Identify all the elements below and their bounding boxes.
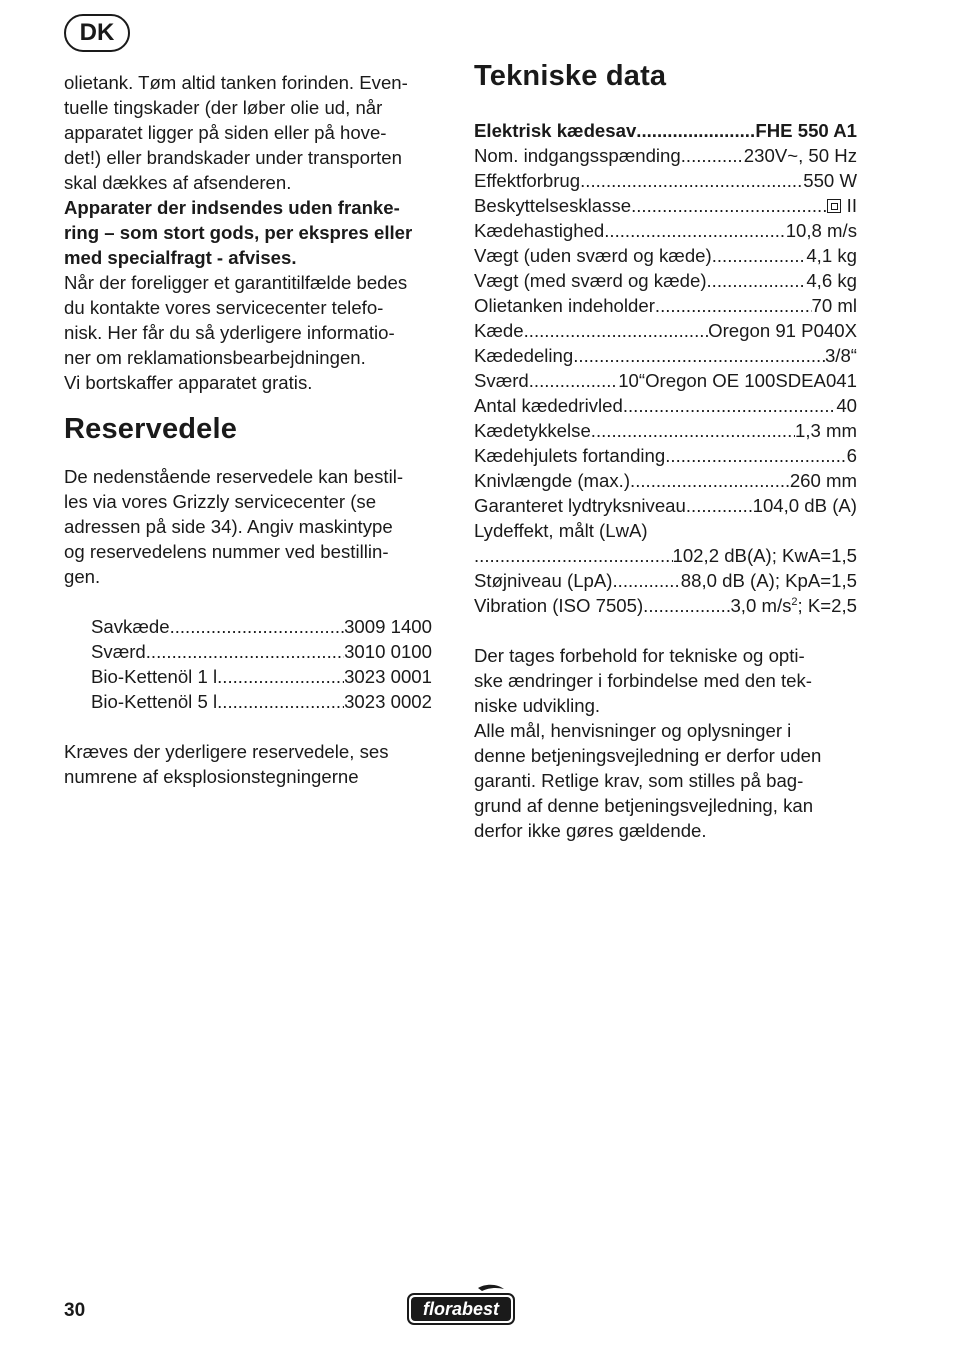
spec-label: Vægt (med sværd og kæde) — [474, 270, 707, 291]
spec-label: Sværd — [474, 370, 529, 391]
spec-label: Antal kædedrivled — [474, 395, 623, 416]
list-item — [91, 614, 432, 639]
spec-list — [474, 118, 857, 618]
text-line: Apparater der indsendes uden franke- — [64, 197, 400, 218]
spec-row-speed — [474, 218, 857, 243]
page-number: 30 — [64, 1300, 86, 1321]
spec-label: Olietanken indeholder — [474, 295, 655, 316]
text-line: niske udvikling. — [474, 695, 601, 716]
text-line: adressen på side 34). Angiv maskintype — [64, 516, 393, 537]
spec-row-weight-without — [474, 243, 857, 268]
list-item — [91, 639, 432, 664]
disclaimer-paragraph — [474, 643, 857, 843]
text-line: ner om reklamationsbearbejdningen. — [64, 347, 366, 368]
part-name: Savkæde — [91, 616, 170, 637]
spec-value: 550 W — [803, 170, 857, 191]
text-line: tuelle tingskader (der løber olie ud, når — [64, 97, 383, 118]
spec-row-links — [474, 393, 857, 418]
part-number: 3010 0100 — [344, 641, 432, 662]
service-paragraph — [64, 270, 450, 395]
spec-label: Knivlængde (max.) — [474, 470, 631, 491]
text-line: garanti. Retlige krav, som stilles på bag- — [474, 770, 804, 791]
spare-parts-intro — [64, 464, 450, 589]
spec-row-oil — [474, 293, 857, 318]
spec-value: 70 ml — [811, 295, 857, 316]
spec-row-bar — [474, 368, 857, 393]
spec-row-sound-power — [474, 543, 857, 568]
text-line: apparatet ligger på siden eller på hove- — [64, 122, 387, 143]
spec-value — [827, 193, 857, 218]
text-line: Der tages forbehold for tekniske og opti- — [474, 645, 805, 666]
spec-value: 10“Oregon OE 100SDEA041 — [618, 370, 857, 391]
heading-reservedele: Reservedele — [64, 413, 238, 445]
text-line: skal dækkes af afsenderen. — [64, 172, 292, 193]
spec-row-thickness — [474, 418, 857, 443]
text-line: numrene af eksplosionstegningerne — [64, 766, 359, 787]
text-line: ring – som stort gods, per ekspres eller — [64, 222, 413, 243]
spec-row-vibration — [474, 593, 857, 618]
text-line: gen. — [64, 566, 101, 587]
text-line: olietank. Tøm altid tanken forinden. Even- — [64, 72, 408, 93]
protection-class-ii-icon — [827, 199, 841, 213]
florabest-logo — [406, 1282, 516, 1328]
spec-row-protection — [474, 193, 857, 218]
text-line: Vi bortskaffer apparatet gratis. — [64, 372, 313, 393]
part-number: 3023 0002 — [344, 691, 432, 712]
heading-tekniske-data: Tekniske data — [474, 60, 667, 92]
spec-row-chain — [474, 318, 857, 343]
left-column — [64, 70, 450, 789]
part-number: 3023 0001 — [344, 666, 432, 687]
text-line: les via vores Grizzly servicecenter (se — [64, 491, 377, 512]
spec-value: 104,0 dB (A) — [752, 495, 857, 516]
spec-value — [730, 593, 857, 618]
spec-value: FHE 550 A1 — [755, 120, 857, 141]
spec-label: Vægt (uden sværd og kæde) — [474, 245, 712, 266]
text-line: grund af denne betjeningsvejledning, kan — [474, 795, 814, 816]
text-line: Når der foreligger et garantitilfælde bedes — [64, 272, 408, 293]
text-line: Alle mål, henvisninger og oplysninger i — [474, 720, 792, 741]
text-line: De nedenstående reservedele kan bestil- — [64, 466, 404, 487]
spec-row-noise — [474, 568, 857, 593]
text-line: og reservedelens nummer ved bestillin- — [64, 541, 389, 562]
spec-value: 1,3 mm — [795, 420, 857, 441]
spec-label: Kæde — [474, 320, 524, 341]
spec-value: 10,8 m/s — [785, 220, 857, 241]
part-name: Sværd — [91, 641, 146, 662]
spec-label: Beskyttelsesklasse — [474, 195, 632, 216]
spec-row-guaranteed-sound — [474, 493, 857, 518]
spec-value: 88,0 dB (A); KpA=1,5 — [680, 570, 857, 591]
spec-value: 3/8“ — [824, 345, 857, 366]
spec-value: 230V~, 50 Hz — [743, 145, 857, 166]
spec-value: 40 — [836, 395, 857, 416]
spec-row-weight-with — [474, 268, 857, 293]
spec-label: Nom. indgangsspænding — [474, 145, 681, 166]
text-line: denne betjeningsvejledning er derfor uden — [474, 745, 822, 766]
spec-value: 4,1 kg — [806, 245, 857, 266]
text-line: Kræves der yderligere reservedele, ses — [64, 741, 389, 762]
spec-value: Oregon 91 P040X — [708, 320, 857, 341]
text-line: derfor ikke gøres gældende. — [474, 820, 707, 841]
spec-label: Garanteret lydtryksniveau — [474, 495, 686, 516]
language-badge: DK — [64, 14, 130, 52]
text-line: du kontakte vores servicecenter telefo- — [64, 297, 384, 318]
spec-row-power — [474, 168, 857, 193]
bold-notice — [64, 195, 450, 270]
spec-label: Kædetykkelse — [474, 420, 591, 441]
spec-value-text: ; K=2,5 — [797, 595, 857, 616]
spec-row-teeth — [474, 443, 857, 468]
spec-label: Vibration (ISO 7505) — [474, 595, 644, 616]
spec-label: Kædehjulets fortanding — [474, 445, 666, 466]
spec-row-pitch — [474, 343, 857, 368]
text-line: ske ændringer i forbindelse med den tek- — [474, 670, 812, 691]
spec-label: Kædedeling — [474, 345, 574, 366]
spec-row-voltage — [474, 143, 857, 168]
spec-label-sound-power: Lydeffekt, målt (LwA) — [474, 520, 648, 541]
text-line: det!) eller brandskader under transporten — [64, 147, 402, 168]
spec-value: 6 — [846, 445, 857, 466]
spec-value-text: II — [846, 195, 857, 216]
part-number: 3009 1400 — [344, 616, 432, 637]
warranty-paragraph — [64, 70, 450, 195]
spec-row-length — [474, 468, 857, 493]
list-item — [91, 664, 432, 689]
spec-label: Kædehastighed — [474, 220, 605, 241]
explosion-drawing-note — [64, 739, 450, 789]
superscript: 2 — [791, 595, 798, 608]
spec-value: 102,2 dB(A); KwA=1,5 — [672, 545, 857, 566]
part-name: Bio-Kettenöl 5 l — [91, 691, 218, 712]
logo-text: florabest — [422, 1299, 500, 1319]
spare-parts-list — [91, 614, 432, 714]
spec-row-model — [474, 118, 857, 143]
list-item — [91, 689, 432, 714]
spec-value: 4,6 kg — [806, 270, 857, 291]
right-column — [474, 58, 857, 843]
spec-value: 260 mm — [789, 470, 857, 491]
text-line: nisk. Her får du så yderligere informatio- — [64, 322, 395, 343]
text-line: med specialfragt - afvises. — [64, 247, 297, 268]
part-name: Bio-Kettenöl 1 l — [91, 666, 218, 687]
spec-label: Elektrisk kædesav — [474, 120, 637, 141]
spec-label: Støjniveau (LpA) — [474, 570, 613, 591]
spec-label: Effektforbrug — [474, 170, 581, 191]
spec-value-text: 3,0 m/s — [730, 595, 792, 616]
